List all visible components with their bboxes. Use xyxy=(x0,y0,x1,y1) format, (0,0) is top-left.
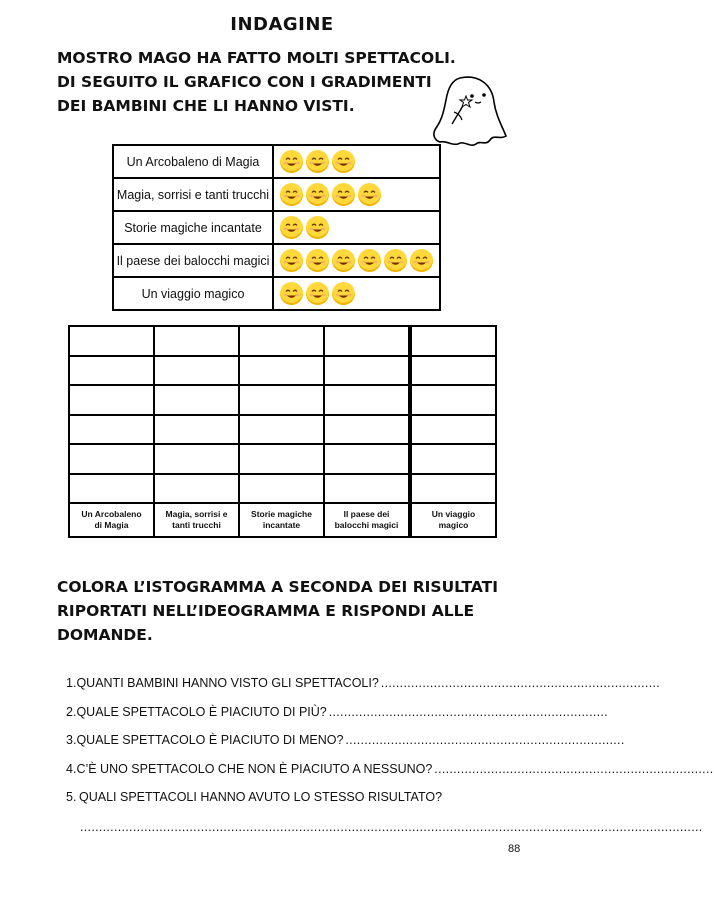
pictogram-row xyxy=(113,244,440,277)
histogram-cell[interactable] xyxy=(154,474,239,504)
histogram-cell[interactable] xyxy=(154,385,239,415)
intro-text xyxy=(57,46,477,118)
histogram-cell[interactable] xyxy=(69,385,154,415)
smiley-face-icon xyxy=(280,150,303,173)
pictogram-row xyxy=(113,211,440,244)
question-text: C’È UNO SPETTACOLO CHE NON È PIACIUTO A NESSUNO? xyxy=(76,761,433,776)
histogram-cell[interactable] xyxy=(239,356,324,386)
pictogram-icons xyxy=(273,178,440,211)
smiley-face-icon xyxy=(280,249,303,272)
page-title: INDAGINE xyxy=(230,14,334,35)
smiley-face-icon xyxy=(384,249,407,272)
histogram-cell[interactable] xyxy=(324,356,410,386)
smiley-face-icon xyxy=(306,183,329,206)
intro-line: DEI BAMBINI CHE LI HANNO VISTI. xyxy=(57,97,355,115)
smiley-face-icon xyxy=(280,183,303,206)
histogram-label-row xyxy=(69,503,496,537)
pictogram-row xyxy=(113,277,440,310)
question-text: QUALE SPETTACOLO È PIACIUTO DI PIÙ? xyxy=(76,704,327,719)
smiley-face-icon xyxy=(306,249,329,272)
histogram-cell[interactable] xyxy=(239,474,324,504)
histogram-cell[interactable] xyxy=(239,444,324,474)
histogram-row xyxy=(69,385,496,415)
intro-line: DI SEGUITO IL GRAFICO CON I GRADIMENTI xyxy=(57,73,432,91)
smiley-face-icon xyxy=(332,282,355,305)
smiley-face-icon xyxy=(358,183,381,206)
pictogram-icons xyxy=(273,145,440,178)
histogram-column-label xyxy=(69,503,154,537)
smiley-face-icon xyxy=(280,216,303,239)
histogram-label-line: Un Arcobaleno xyxy=(81,509,142,519)
pictogram-label: Magia, sorrisi e tanti trucchi xyxy=(113,178,273,211)
histogram-label-line: Storie magiche xyxy=(251,509,312,519)
histogram-cell[interactable] xyxy=(324,415,410,445)
histogram-row xyxy=(69,356,496,386)
histogram-row xyxy=(69,474,496,504)
question-item xyxy=(66,704,608,734)
smiley-face-icon xyxy=(332,249,355,272)
histogram-cell[interactable] xyxy=(410,415,496,445)
question-number: 5. xyxy=(66,790,77,805)
pictogram-row xyxy=(113,145,440,178)
pictogram-label: Il paese dei balocchi magici xyxy=(113,244,273,277)
answer-line[interactable]: .......................................................................... xyxy=(328,704,608,719)
question-number: 3. xyxy=(66,733,77,748)
histogram-column-label xyxy=(324,503,410,537)
smiley-face-icon xyxy=(358,249,381,272)
histogram-cell[interactable] xyxy=(154,444,239,474)
question-text: QUALI SPETTACOLI HANNO AVUTO LO STESSO RISULTATO? xyxy=(79,790,443,805)
question-list xyxy=(66,676,714,819)
histogram-label-line: Un viaggio xyxy=(431,509,476,519)
histogram-cell[interactable] xyxy=(324,444,410,474)
page-number: 88 xyxy=(508,843,521,855)
answer-line[interactable]: .......................................................................... xyxy=(345,733,625,748)
smiley-face-icon xyxy=(280,282,303,305)
pictogram-row xyxy=(113,178,440,211)
instruction-text xyxy=(57,575,527,647)
answer-line[interactable]: .......................................................................... xyxy=(380,676,661,690)
ghost-wizard-icon xyxy=(430,70,508,148)
question-number: 2. xyxy=(66,704,77,719)
histogram-cell[interactable] xyxy=(69,356,154,386)
answer-line[interactable]: ..................................................................................................................................................................... xyxy=(80,820,703,834)
smiley-face-icon xyxy=(306,216,329,239)
question-number: 4. xyxy=(66,761,77,776)
histogram-row xyxy=(69,415,496,445)
histogram-label-line: di Magia xyxy=(94,520,129,530)
question-number: 1. xyxy=(66,676,77,690)
histogram-cell[interactable] xyxy=(69,444,154,474)
histogram-label-line: magico xyxy=(438,520,469,530)
histogram-cell[interactable] xyxy=(410,356,496,386)
histogram-row xyxy=(69,326,496,356)
histogram-row xyxy=(69,444,496,474)
histogram-cell[interactable] xyxy=(154,356,239,386)
question-text: QUALE SPETTACOLO È PIACIUTO DI MENO? xyxy=(76,733,344,748)
histogram-cell[interactable] xyxy=(69,415,154,445)
smiley-face-icon xyxy=(332,183,355,206)
pictogram-label: Storie magiche incantate xyxy=(113,211,273,244)
histogram-label-line: Il paese dei xyxy=(343,509,390,519)
question-item xyxy=(66,733,625,762)
instruction-line: RIPORTATI NELL’IDEOGRAMMA E RISPONDI ALLE xyxy=(57,602,475,620)
histogram-cell[interactable] xyxy=(154,326,239,356)
pictogram-icons xyxy=(273,211,440,244)
answer-line[interactable]: .......................................................................... xyxy=(434,761,714,776)
histogram-label-line: Magia, sorrisi e xyxy=(165,509,228,519)
histogram-cell[interactable] xyxy=(239,326,324,356)
instruction-line: COLORA L’ISTOGRAMMA A SECONDA DEI RISULTATI xyxy=(57,578,498,596)
intro-line: MOSTRO MAGO HA FATTO MOLTI SPETTACOLI. xyxy=(57,49,456,67)
histogram-cell[interactable] xyxy=(69,326,154,356)
histogram-cell[interactable] xyxy=(324,385,410,415)
histogram-cell[interactable] xyxy=(239,385,324,415)
smiley-face-icon xyxy=(410,249,433,272)
question-item xyxy=(66,761,714,791)
pictogram-label: Un viaggio magico xyxy=(113,277,273,310)
histogram-label-line: balocchi magici xyxy=(334,520,399,530)
smiley-face-icon xyxy=(306,150,329,173)
histogram-cell[interactable] xyxy=(324,326,410,356)
pictogram-label: Un Arcobaleno di Magia xyxy=(113,145,273,178)
histogram-cell[interactable] xyxy=(239,415,324,445)
instruction-line: DOMANDE. xyxy=(57,626,153,644)
histogram-cell[interactable] xyxy=(410,326,496,356)
histogram-cell[interactable] xyxy=(154,415,239,445)
smiley-face-icon xyxy=(306,282,329,305)
pictogram-icons xyxy=(273,277,440,310)
histogram-column-label xyxy=(154,503,239,537)
question-text: QUANTI BAMBINI HANNO VISTO GLI SPETTACOLI? xyxy=(76,676,379,690)
histogram-cell[interactable] xyxy=(410,385,496,415)
question-item xyxy=(66,676,661,705)
histogram-cell[interactable] xyxy=(324,474,410,504)
smiley-face-icon xyxy=(332,150,355,173)
histogram-column-label xyxy=(239,503,324,537)
histogram-cell[interactable] xyxy=(69,474,154,504)
question-item xyxy=(66,790,508,819)
histogram-label-line: incantate xyxy=(262,520,301,530)
pictogram-icons xyxy=(273,244,440,277)
histogram-column-label xyxy=(410,503,496,537)
histogram-label-line: tanti trucchi xyxy=(172,520,221,530)
histogram-cell[interactable] xyxy=(410,444,496,474)
pictogram-table xyxy=(112,144,441,311)
histogram-grid xyxy=(68,325,497,538)
histogram-cell[interactable] xyxy=(410,474,496,504)
